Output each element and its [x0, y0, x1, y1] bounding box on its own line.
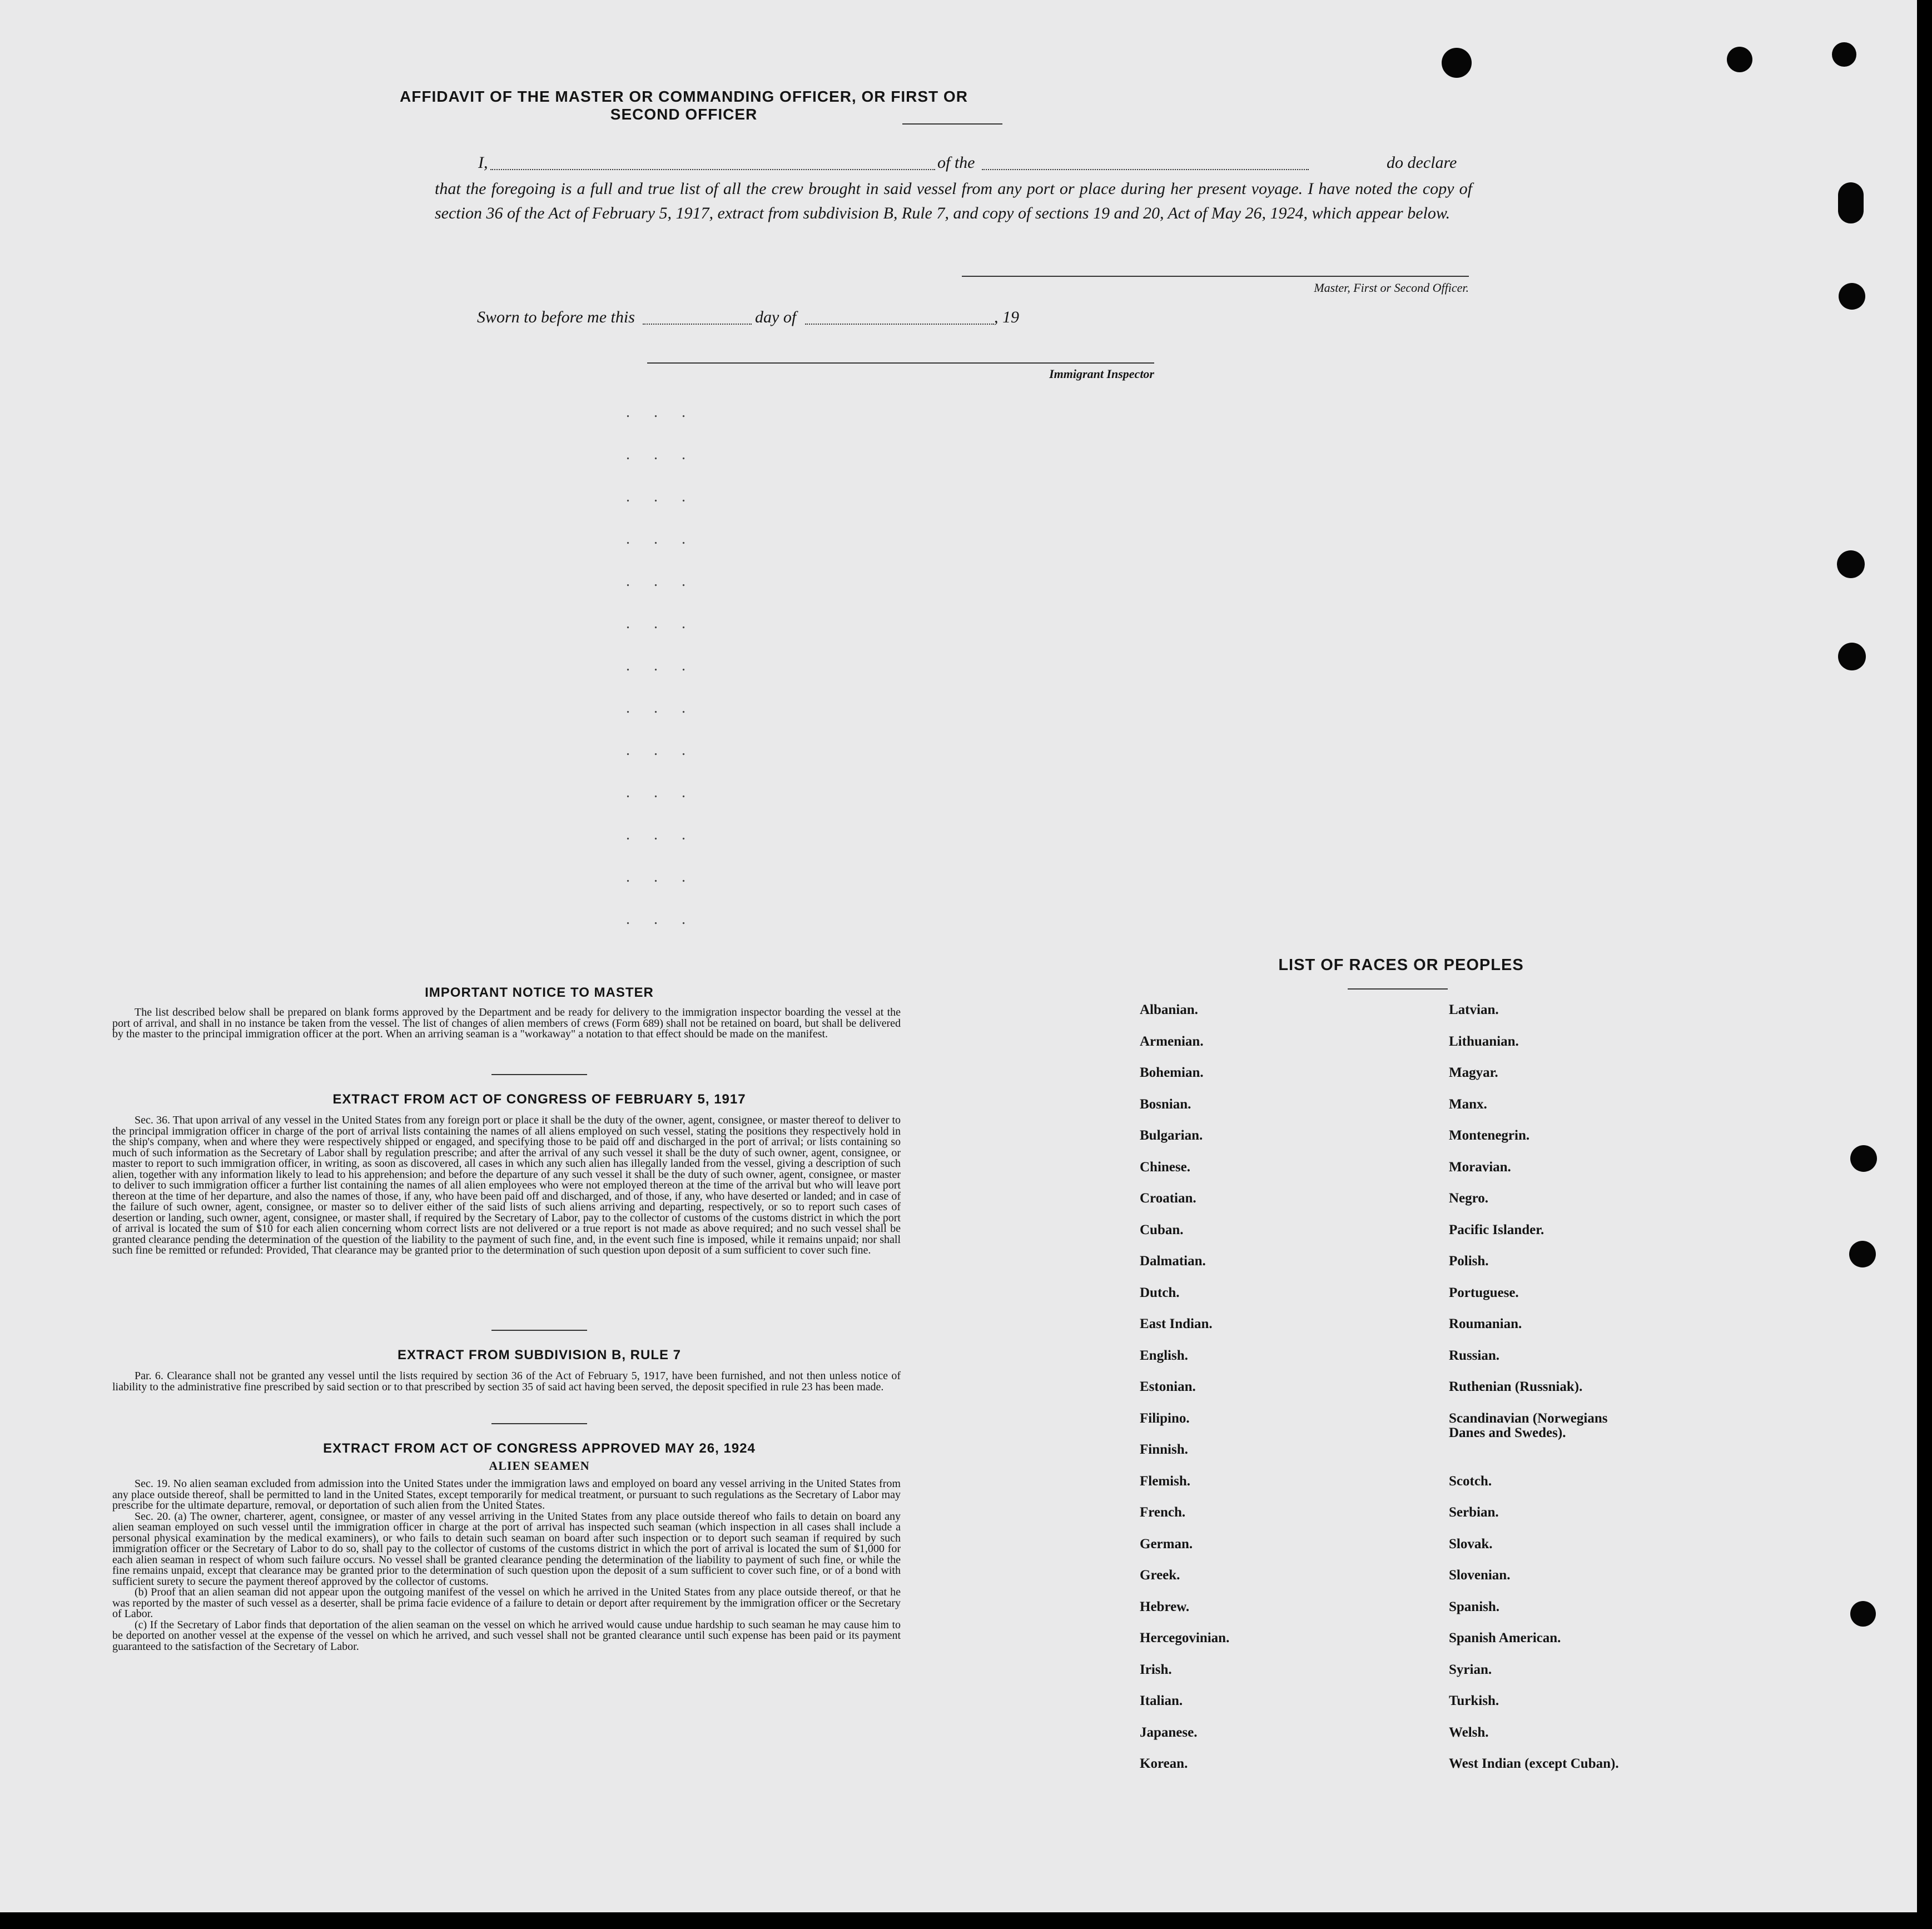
dot-row: . . .: [626, 784, 696, 801]
race-entry: Estonian.: [1140, 1379, 1196, 1394]
race-entry: Korean.: [1140, 1756, 1188, 1771]
inspector-label: Immigrant Inspector: [1049, 367, 1154, 381]
races-title: LIST OF RACES OR PEOPLES: [1278, 956, 1524, 974]
race-entry: Portuguese.: [1449, 1285, 1519, 1300]
dot-row: . . .: [626, 404, 696, 421]
race-entry: Dutch.: [1140, 1285, 1180, 1300]
race-entry: Negro.: [1449, 1191, 1489, 1206]
rule7-text: [112, 1371, 901, 1393]
rule7-title: EXTRACT FROM SUBDIVISION B, RULE 7: [397, 1348, 682, 1363]
punch-hole: [1849, 1241, 1876, 1267]
punch-hole: [1832, 42, 1856, 67]
punch-hole: [1850, 1145, 1877, 1172]
affidavit-i: I,: [478, 153, 488, 172]
inspector-line[interactable]: [647, 362, 1154, 364]
affidavit-declare: do declare: [1387, 153, 1457, 172]
race-entry: Flemish.: [1140, 1473, 1190, 1489]
race-entry: Hebrew.: [1140, 1599, 1190, 1614]
race-entry: Filipino.: [1140, 1410, 1190, 1426]
race-entry: Magyar.: [1449, 1065, 1498, 1080]
signature-label: Master, First or Second Officer.: [1314, 281, 1469, 295]
race-entry: Chinese.: [1140, 1159, 1190, 1175]
dot-row: . . .: [626, 615, 696, 632]
affidavit-title: AFFIDAVIT OF THE MASTER OR COMMANDING OFFICER, OR FIRST OR SECOND OFFICER: [400, 88, 968, 123]
race-entry: Irish.: [1140, 1662, 1172, 1677]
punch-hole: [1442, 48, 1472, 78]
extract-1917-title: EXTRACT FROM ACT OF CONGRESS OF FEBRUARY 5, 1917: [332, 1092, 746, 1107]
race-entry: Montenegrin.: [1449, 1128, 1530, 1143]
race-entry: Dalmatian.: [1140, 1254, 1206, 1269]
race-entry: Spanish.: [1449, 1599, 1500, 1614]
punch-hole: [1837, 550, 1865, 578]
race-entry: German.: [1140, 1536, 1193, 1552]
punch-hole: [1850, 1601, 1876, 1627]
affidavit-line: [478, 153, 1472, 176]
sworn-day-field[interactable]: [643, 324, 752, 325]
extract-1924-text: [112, 1479, 901, 1652]
notice-paragraph: The list described below shall be prepared on blank forms approved by the Department and be ready for delivery to the immigration inspector boarding the vessel at the port of arrival, and shall in no instance be taken from the vessel. The list of changes of alien members of crews (Form 689) shall not be retained on board, but shall be delivered by the master to the principal immigration officer at the port. When an arriving seaman is a "workaway" a notation to that effect should be made on the manifest.: [112, 1006, 901, 1040]
section-19: Sec. 19. No alien seaman excluded from admission into the United States under the immigration laws and employed on board any vessel arriving in the United States from any place outside thereof, shall be permitted to land in the United States, except temporarily for medical treatment, or pursuant to such regulations as the Secretary of Labor may prescribe for the ultimate departure, removal, or deportation of such alien from the United States.: [112, 1478, 901, 1512]
race-entry: Roumanian.: [1449, 1316, 1522, 1331]
dot-row: . . .: [626, 488, 696, 505]
dot-row: . . .: [626, 573, 696, 590]
affidavit-body: that the foregoing is a full and true list of all the crew brought in said vessel from any port or place during her present voyage. I have noted the copy of section 36 of the Act of February 5, 1917, extract from subdivision B, Rule 7, and copy of sections 19 and 20, Act of May 26, 1924, which appear below.: [435, 180, 1472, 222]
dot-row: . . .: [626, 657, 696, 674]
section-20a: Sec. 20. (a) The owner, charterer, agent, consignee, or master of any vessel arriving in the United States from any place outside thereof who fails to detain on board any alien seaman employed on such vessel until the immigration officer in charge at the port of arrival has inspected such seaman (which inspection in all cases shall include a personal physical examination by the medical examiners), or who fails to detain such seaman on board after such inspection or to deport such seaman if required by such immigration officer or the Secretary of Labor to do so, shall pay to the collector of customs of the customs district in which the port of arrival is located the sum of $1,000 for each alien seaman in respect of whom such failure occurs. No vessel shall be granted clearance pending the determination of the liability to payment of such fine, or while the fine remains unpaid, except that clearance may be granted prior to the determination of such question upon the deposit of a sum sufficient to cover such fine, or of a bond with sufficient surety to secure the payment thereof approved by the collector of customs.: [112, 1510, 901, 1588]
race-entry: Finnish.: [1140, 1442, 1188, 1457]
race-entry: Pacific Islander.: [1449, 1222, 1544, 1237]
race-entry: Slovak.: [1449, 1536, 1493, 1552]
divider: [491, 1423, 587, 1424]
race-entry: Serbian.: [1449, 1505, 1499, 1520]
race-entry: Lithuanian.: [1449, 1033, 1519, 1049]
dot-row: . . .: [626, 530, 696, 548]
race-entry: Scotch.: [1449, 1473, 1492, 1489]
section-20c: (c) If the Secretary of Labor finds that deportation of the alien seaman on the vessel on which he arrived would cause undue hardship to such seaman he may cause him to be deported on another vessel at the expense of the vessel on which he arrived, and such vessel shall not be granted clearance until such expense has been paid or its payment guaranteed to the satisfaction of the Secretary of Labor.: [112, 1618, 901, 1653]
section-20b: (b) Proof that an alien seaman did not appear upon the outgoing manifest of the vessel on which he arrived in the United States from any place outside thereof, or that he was reported by the master of such vessel as a deserter, shall be prima facie evidence of a failure to detain or deport after requirement by the immigration officer or the Secretary of Labor.: [112, 1586, 901, 1620]
race-entry: Bosnian.: [1140, 1096, 1191, 1112]
race-entry: French.: [1140, 1505, 1186, 1520]
race-entry: Russian.: [1449, 1348, 1500, 1363]
race-entry: Italian.: [1140, 1693, 1183, 1708]
race-entry: East Indian.: [1140, 1316, 1213, 1331]
sworn-prefix: Sworn to before me this: [477, 308, 635, 326]
race-entry: Latvian.: [1449, 1002, 1499, 1017]
notice-text: [112, 1007, 901, 1040]
section-36: Sec. 36. That upon arrival of any vessel in the United States from any foreign port or place it shall be the duty of the owner, agent, consignee, or master thereof to deliver to the principal immigration officer in charge of the port of arrival lists containing the names of all aliens employed on such vessel, stating the positions they respectively hold in the ship's company, when and where they were respectively shipped or engaged, and specifying those to be paid off and discharged in the port of arrival; or lists containing so much of such information as the Secretary of Labor shall by regulation prescribe; and after the arrival of any such vessel it shall be the duty of such owner, agent, consignee, or master to report to such immigration officer, in writing, as soon as discovered, all cases in which any such alien has illegally landed from the vessel, giving a description of such alien, together with any information likely to lead to his apprehension; and before the departure of any such vessel it shall be the duty of such owner, agent, consignee, or master to deliver to such immigration officer a further list containing the names of all alien employees who were not employed thereon at the time of the arrival but who will leave port thereon at the time of her departure, and also the names of those, if any, who have been paid off and discharged, and of those, if any, who have deserted or landed; and in case of the failure of such owner, agent, consignee, or master so to deliver either of the said lists of such aliens arriving and departing, respectively, or so to report such cases of desertion or landing, such owner, agent, consignee, or master shall, if required by the Secretary of Labor, pay to the collector of customs of the customs district in which the port of arrival is located the sum of $10 for each alien concerning whom correct lists are not delivered or a true report is not made as above required; and no such vessel shall be granted clearance pending the determination of the question of the liability to the payment of such fine, and, in the event such fine is imposed, while it remains unpaid; nor shall such fine be remitted or refunded: Provided, That clearance may be granted prior to the determination of such question upon deposit of a sum sufficient to cover such fine.: [112, 1114, 901, 1256]
race-entry: Hercegovinian.: [1140, 1630, 1230, 1645]
race-entry: Bohemian.: [1140, 1065, 1204, 1080]
race-entry: Japanese.: [1140, 1724, 1198, 1740]
race-entry: Greek.: [1140, 1568, 1180, 1583]
race-entry: West Indian (except Cuban).: [1449, 1756, 1619, 1771]
race-entry: Ruthenian (Russniak).: [1449, 1379, 1583, 1394]
race-entry: Albanian.: [1140, 1002, 1198, 1017]
race-entry: Scandinavian (Norwegians Danes and Swedes).: [1449, 1410, 1608, 1440]
punch-hole: [1727, 47, 1752, 72]
dot-row: . . .: [626, 911, 696, 928]
race-entry: Syrian.: [1449, 1662, 1492, 1677]
divider: [491, 1330, 587, 1331]
dot-row: . . .: [626, 826, 696, 843]
race-entry: Armenian.: [1140, 1033, 1204, 1049]
extract-1924-subtitle: ALIEN SEAMEN: [489, 1459, 590, 1473]
race-entry: Bulgarian.: [1140, 1128, 1203, 1143]
dot-row: . . .: [626, 699, 696, 717]
signature-line[interactable]: [962, 276, 1469, 277]
punch-hole: [1838, 643, 1866, 670]
extract-1917-text: [112, 1115, 901, 1256]
race-entry: Slovenian.: [1449, 1568, 1511, 1583]
sworn-day-of: day of: [755, 308, 797, 326]
race-entry: English.: [1140, 1348, 1188, 1363]
dot-row: . . .: [626, 446, 696, 463]
race-entry: Polish.: [1449, 1254, 1489, 1269]
race-entry: Welsh.: [1449, 1724, 1489, 1740]
dot-row: . . .: [626, 868, 696, 886]
affidavit-of-the: of the: [937, 153, 975, 172]
divider: [902, 123, 1002, 125]
race-entry: Cuban.: [1140, 1222, 1184, 1237]
punch-hole: [1839, 283, 1865, 310]
sworn-year: , 19: [994, 308, 1019, 326]
dot-row: . . .: [626, 742, 696, 759]
vessel-name-field[interactable]: [982, 169, 1309, 170]
sworn-line: [477, 308, 1111, 330]
sworn-month-field[interactable]: [805, 324, 994, 325]
extract-1924-title: EXTRACT FROM ACT OF CONGRESS APPROVED MAY 26, 1924: [323, 1441, 756, 1456]
notice-title: IMPORTANT NOTICE TO MASTER: [425, 985, 654, 1000]
race-entry: Manx.: [1449, 1096, 1487, 1112]
race-entry: Turkish.: [1449, 1693, 1499, 1708]
race-entry: Spanish American.: [1449, 1630, 1561, 1645]
master-name-field[interactable]: [490, 169, 935, 170]
paragraph-6: Par. 6. Clearance shall not be granted any vessel until the lists required by section 36 of the Act of February 5, 1917, have been furnished, and not then unless notice of liability to the administrative fine prescribed by said section or to that prescribed by section 35 of said act having been served, the deposit specified in rule 23 has been made.: [112, 1370, 901, 1393]
race-entry: Moravian.: [1449, 1159, 1511, 1175]
divider: [491, 1074, 587, 1075]
punch-hole: [1838, 182, 1864, 223]
race-entry: Croatian.: [1140, 1191, 1196, 1206]
divider: [1348, 988, 1448, 990]
